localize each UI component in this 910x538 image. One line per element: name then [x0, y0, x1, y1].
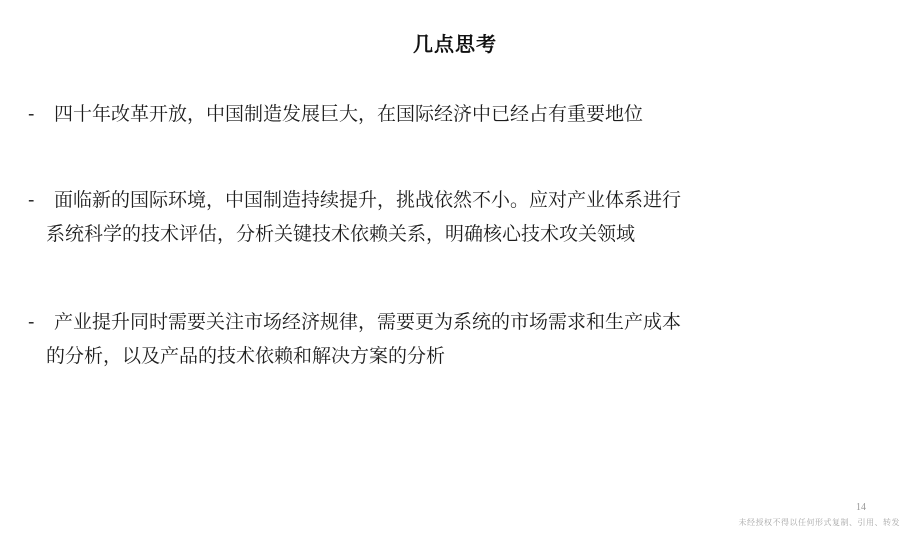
bullet-text-line2: 的分析，以及产品的技术依赖和解决方案的分析: [46, 345, 446, 367]
bullet-text-line1: 四十年改革开放，中国制造发展巨大，在国际经济中已经占有重要地位: [54, 103, 644, 125]
bullet-text-line1: 面临新的国际环境，中国制造持续提升，挑战依然不小。应对产业体系进行: [54, 189, 682, 211]
bullet-item-2: [28, 183, 878, 251]
bullet-dash: -: [28, 189, 35, 211]
bullet-item-1: [28, 97, 878, 131]
page-number: 14: [856, 502, 866, 513]
bullet-item-3: [28, 305, 878, 373]
slide-title: 几点思考: [413, 32, 497, 56]
bullet-text-line2: 系统科学的技术评估，分析关键技术依赖关系，明确核心技术攻关领域: [46, 223, 636, 245]
bullet-dash: -: [28, 103, 35, 125]
bullet-text-line1: 产业提升同时需要关注市场经济规律，需要更为系统的市场需求和生产成本: [54, 311, 682, 333]
copyright-disclaimer: 未经授权不得以任何形式复制、引用、转发: [738, 518, 900, 527]
bullet-dash: -: [28, 311, 35, 333]
